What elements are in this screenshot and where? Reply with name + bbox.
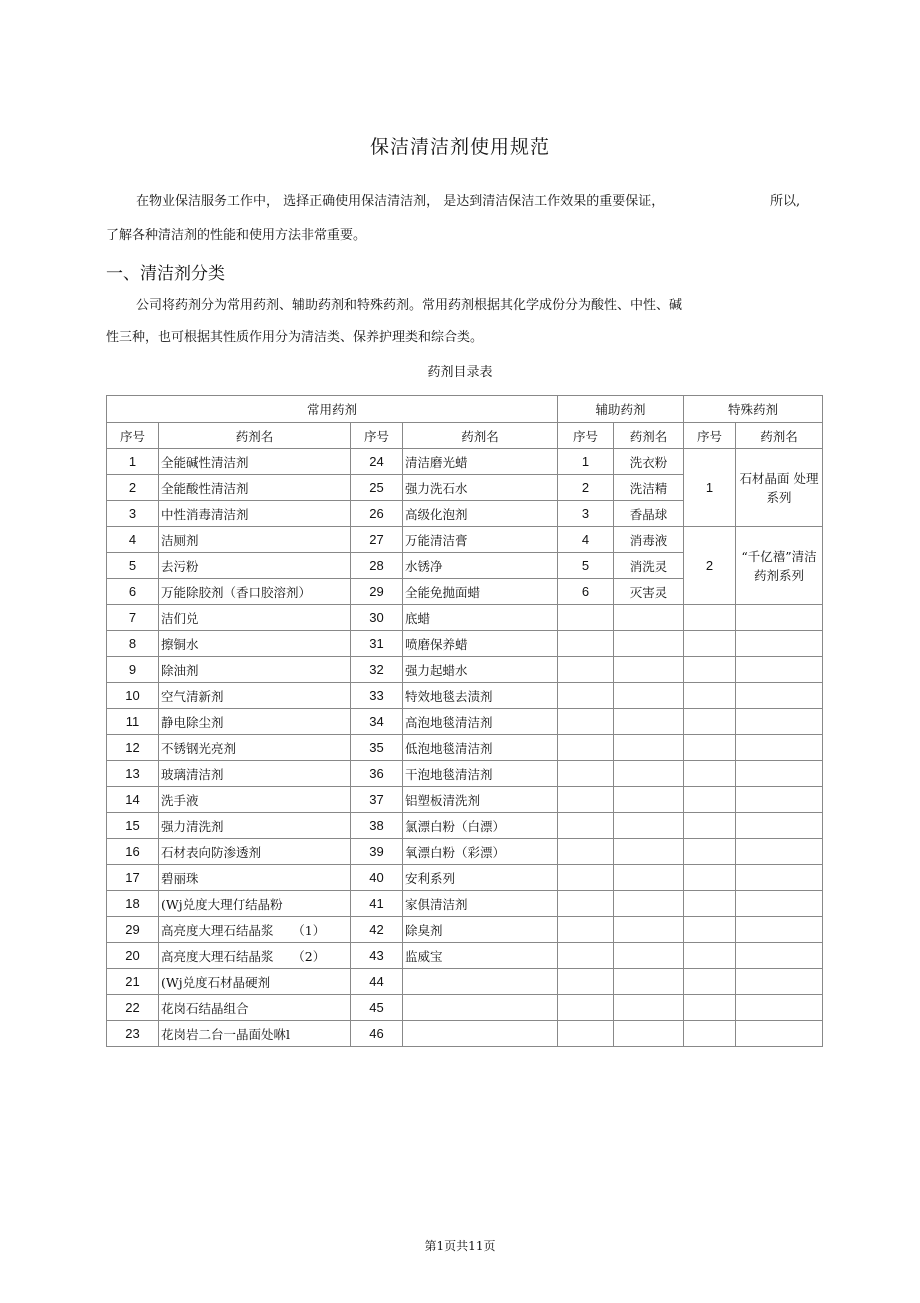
- intro-paragraph-line2: 了解各种清洁剂的性能和使用方法非常重要。: [106, 228, 367, 243]
- common-no-cell: 25: [351, 475, 403, 501]
- intro-paragraph-line1: 在物业保洁服务工作中， 选择正确使用保洁清洁剂， 是达到清洁保洁工作效果的重要保证，: [136, 194, 665, 209]
- common-no-cell: 33: [351, 683, 403, 709]
- table-row: [107, 917, 823, 943]
- aux-name-cell: [614, 657, 684, 683]
- category-paragraph-line1: 公司将药剂分为常用药剂、辅助药剂和特殊药剂。常用药剂根据其化学成份分为酸性、中性、碱: [136, 298, 683, 313]
- aux-no-cell: [558, 761, 614, 787]
- common-name-cell: 除油剂: [159, 657, 351, 683]
- common-no-cell: 40: [351, 865, 403, 891]
- special-name-cell: [736, 683, 823, 709]
- common-no-cell: 22: [107, 995, 159, 1021]
- common-name-cell: 强力洗石水: [403, 475, 558, 501]
- special-no-cell: [684, 943, 736, 969]
- aux-name-cell: [614, 1021, 684, 1047]
- common-no-cell: 1: [107, 449, 159, 475]
- aux-no-cell: [558, 891, 614, 917]
- aux-no-cell: [558, 709, 614, 735]
- special-name-cell: [736, 787, 823, 813]
- special-no-cell: [684, 735, 736, 761]
- aux-name-cell: 香晶球: [614, 501, 684, 527]
- special-no-cell: [684, 1021, 736, 1047]
- common-no-cell: 13: [107, 761, 159, 787]
- special-name-cell: [736, 943, 823, 969]
- common-no-cell: 20: [107, 943, 159, 969]
- common-name-cell: 清洁磨光蜡: [403, 449, 558, 475]
- aux-name-cell: [614, 787, 684, 813]
- table-row: [107, 631, 823, 657]
- aux-no-cell: [558, 787, 614, 813]
- common-no-cell: 31: [351, 631, 403, 657]
- aux-name-cell: 洗洁精: [614, 475, 684, 501]
- table-row: [107, 787, 823, 813]
- common-no-cell: 32: [351, 657, 403, 683]
- special-name-cell: [736, 839, 823, 865]
- special-no-cell: 1: [684, 449, 736, 527]
- common-name-cell: (Wj兑度石材晶硬剂: [159, 969, 351, 995]
- common-no-cell: 30: [351, 605, 403, 631]
- common-name-cell: [403, 995, 558, 1021]
- aux-name-cell: [614, 813, 684, 839]
- common-no-cell: 10: [107, 683, 159, 709]
- common-no-cell: 3: [107, 501, 159, 527]
- aux-name-cell: [614, 683, 684, 709]
- section-heading: 一、清洁剂分类: [106, 264, 225, 284]
- special-name-cell: [736, 969, 823, 995]
- common-name-cell: 水锈净: [403, 553, 558, 579]
- common-no-cell: 18: [107, 891, 159, 917]
- common-name-cell: 万能清洁膏: [403, 527, 558, 553]
- table-row: [107, 813, 823, 839]
- common-no-cell: 2: [107, 475, 159, 501]
- common-no-cell: 41: [351, 891, 403, 917]
- aux-name-cell: [614, 735, 684, 761]
- common-name-cell: 洁厕剂: [159, 527, 351, 553]
- common-no-cell: 21: [107, 969, 159, 995]
- special-no-cell: [684, 761, 736, 787]
- col-header-no: 序号: [107, 423, 159, 449]
- special-no-cell: [684, 631, 736, 657]
- special-no-cell: [684, 839, 736, 865]
- common-name-cell: 特效地毯去渍剂: [403, 683, 558, 709]
- special-name-cell: 石材晶面 处理系列: [736, 449, 823, 527]
- special-no-cell: [684, 787, 736, 813]
- table-row: [107, 449, 823, 475]
- common-no-cell: 11: [107, 709, 159, 735]
- aux-no-cell: [558, 605, 614, 631]
- common-name-cell: 全能免抛面蜡: [403, 579, 558, 605]
- special-name-cell: “千亿禧”清洁 药剂系列: [736, 527, 823, 605]
- common-no-cell: 42: [351, 917, 403, 943]
- common-no-cell: 5: [107, 553, 159, 579]
- table-row: [107, 683, 823, 709]
- aux-no-cell: [558, 917, 614, 943]
- special-no-cell: [684, 865, 736, 891]
- aux-name-cell: 消洗灵: [614, 553, 684, 579]
- table-caption: 药剂目录表: [427, 365, 493, 380]
- common-no-cell: 14: [107, 787, 159, 813]
- common-no-cell: 34: [351, 709, 403, 735]
- table-row: [107, 1021, 823, 1047]
- common-no-cell: 7: [107, 605, 159, 631]
- common-name-cell: 花岗石结晶组合: [159, 995, 351, 1021]
- common-name-cell: 底蜡: [403, 605, 558, 631]
- common-no-cell: 29: [351, 579, 403, 605]
- common-name-cell: 中性消毒清洁剂: [159, 501, 351, 527]
- common-name-cell: 氧漂白粉（彩漂）: [403, 839, 558, 865]
- table-row: [107, 735, 823, 761]
- aux-no-cell: 6: [558, 579, 614, 605]
- table-row: [107, 865, 823, 891]
- aux-no-cell: [558, 995, 614, 1021]
- col-header-no: 序号: [558, 423, 614, 449]
- special-name-cell: [736, 1021, 823, 1047]
- special-name-cell: [736, 813, 823, 839]
- common-name-cell: 静电除尘剂: [159, 709, 351, 735]
- common-name-cell: 强力清洗剂: [159, 813, 351, 839]
- aux-name-cell: 灭害灵: [614, 579, 684, 605]
- common-name-cell: [403, 969, 558, 995]
- common-name-cell: 高泡地毯清洁剂: [403, 709, 558, 735]
- common-name-cell: 除臭剂: [403, 917, 558, 943]
- table-row: [107, 969, 823, 995]
- intro-paragraph-line1-end: 所以,: [770, 194, 801, 209]
- page-title: 保洁清洁剂使用规范: [369, 136, 550, 158]
- common-no-cell: 17: [107, 865, 159, 891]
- common-no-cell: 24: [351, 449, 403, 475]
- special-name-cell: [736, 761, 823, 787]
- common-name-cell: 碧丽珠: [159, 865, 351, 891]
- special-name-cell: [736, 865, 823, 891]
- aux-no-cell: [558, 657, 614, 683]
- aux-no-cell: [558, 631, 614, 657]
- common-name-cell: 万能除胶剂（香口胶溶剂）: [159, 579, 351, 605]
- common-name-cell: 擦铜水: [159, 631, 351, 657]
- aux-name-cell: [614, 865, 684, 891]
- special-no-cell: [684, 813, 736, 839]
- col-header-no: 序号: [351, 423, 403, 449]
- aux-no-cell: [558, 683, 614, 709]
- common-no-cell: 8: [107, 631, 159, 657]
- aux-no-cell: 4: [558, 527, 614, 553]
- table-row: [107, 761, 823, 787]
- common-no-cell: 26: [351, 501, 403, 527]
- aux-no-cell: 3: [558, 501, 614, 527]
- common-name-cell: 高级化泡剂: [403, 501, 558, 527]
- common-no-cell: 6: [107, 579, 159, 605]
- common-name-cell: 氯漂白粉（白漂）: [403, 813, 558, 839]
- special-no-cell: [684, 605, 736, 631]
- common-no-cell: 4: [107, 527, 159, 553]
- aux-name-cell: [614, 995, 684, 1021]
- common-no-cell: 12: [107, 735, 159, 761]
- aux-name-cell: [614, 631, 684, 657]
- group-header-special: 特殊药剂: [684, 396, 823, 423]
- special-no-cell: [684, 657, 736, 683]
- special-no-cell: 2: [684, 527, 736, 605]
- col-header-name: 药剂名: [159, 423, 351, 449]
- aux-name-cell: [614, 969, 684, 995]
- common-no-cell: 37: [351, 787, 403, 813]
- common-no-cell: 29: [107, 917, 159, 943]
- special-no-cell: [684, 917, 736, 943]
- aux-name-cell: [614, 605, 684, 631]
- special-no-cell: [684, 969, 736, 995]
- common-no-cell: 43: [351, 943, 403, 969]
- aux-no-cell: [558, 943, 614, 969]
- common-name-cell: 喷磨保养蜡: [403, 631, 558, 657]
- category-paragraph-line2: 性三种，也可根据其性质作用分为清洁类、保养护理类和综合类。: [106, 330, 484, 345]
- common-name-cell: 高亮度大理石结晶浆 （2）: [159, 943, 351, 969]
- special-name-cell: [736, 657, 823, 683]
- common-name-cell: 洁们兑: [159, 605, 351, 631]
- table-row: [107, 657, 823, 683]
- aux-no-cell: [558, 839, 614, 865]
- common-no-cell: 45: [351, 995, 403, 1021]
- special-no-cell: [684, 709, 736, 735]
- aux-name-cell: 洗衣粉: [614, 449, 684, 475]
- common-no-cell: 28: [351, 553, 403, 579]
- aux-name-cell: [614, 917, 684, 943]
- common-name-cell: 监威宝: [403, 943, 558, 969]
- common-no-cell: 16: [107, 839, 159, 865]
- common-name-cell: 玻璃清洁剂: [159, 761, 351, 787]
- common-no-cell: 46: [351, 1021, 403, 1047]
- aux-name-cell: 消毒液: [614, 527, 684, 553]
- common-no-cell: 23: [107, 1021, 159, 1047]
- common-name-cell: 干泡地毯清洁剂: [403, 761, 558, 787]
- common-no-cell: 27: [351, 527, 403, 553]
- aux-name-cell: [614, 839, 684, 865]
- common-no-cell: 39: [351, 839, 403, 865]
- common-name-cell: 石材表向防渗透剂: [159, 839, 351, 865]
- table-row: [107, 605, 823, 631]
- table-row: [107, 839, 823, 865]
- col-header-name: 药剂名: [736, 423, 823, 449]
- common-name-cell: 洗手液: [159, 787, 351, 813]
- page-footer: 第1页共11页: [424, 1239, 496, 1253]
- table-row: [107, 527, 823, 553]
- common-name-cell: 不锈钢光亮剂: [159, 735, 351, 761]
- aux-name-cell: [614, 761, 684, 787]
- common-no-cell: 44: [351, 969, 403, 995]
- common-name-cell: 家俱清洁剂: [403, 891, 558, 917]
- special-name-cell: [736, 995, 823, 1021]
- aux-no-cell: 5: [558, 553, 614, 579]
- common-name-cell: 花岗岩二台一晶面处咻l: [159, 1021, 351, 1047]
- common-name-cell: (Wj兑度大理仃结晶粉: [159, 891, 351, 917]
- aux-name-cell: [614, 709, 684, 735]
- common-name-cell: 低泡地毯清洁剂: [403, 735, 558, 761]
- aux-name-cell: [614, 943, 684, 969]
- special-no-cell: [684, 995, 736, 1021]
- special-name-cell: [736, 891, 823, 917]
- common-no-cell: 15: [107, 813, 159, 839]
- table-row: [107, 943, 823, 969]
- group-header-common: 常用药剂: [107, 396, 558, 423]
- table-row: [107, 995, 823, 1021]
- common-name-cell: [403, 1021, 558, 1047]
- aux-no-cell: [558, 969, 614, 995]
- special-name-cell: [736, 735, 823, 761]
- common-name-cell: 全能酸性清洁剂: [159, 475, 351, 501]
- col-header-name: 药剂名: [614, 423, 684, 449]
- common-name-cell: 强力起蜡水: [403, 657, 558, 683]
- common-no-cell: 36: [351, 761, 403, 787]
- common-name-cell: 空气清新剂: [159, 683, 351, 709]
- special-no-cell: [684, 891, 736, 917]
- common-name-cell: 安利系列: [403, 865, 558, 891]
- col-header-name: 药剂名: [403, 423, 558, 449]
- group-header-aux: 辅助药剂: [558, 396, 684, 423]
- col-header-no: 序号: [684, 423, 736, 449]
- special-name-cell: [736, 917, 823, 943]
- aux-no-cell: 1: [558, 449, 614, 475]
- aux-no-cell: [558, 735, 614, 761]
- special-name-cell: [736, 709, 823, 735]
- aux-name-cell: [614, 891, 684, 917]
- common-name-cell: 高亮度大理石结晶浆 （1）: [159, 917, 351, 943]
- table-row: [107, 709, 823, 735]
- table-row: [107, 891, 823, 917]
- chemical-catalog-table: [106, 395, 823, 1047]
- special-name-cell: [736, 631, 823, 657]
- common-no-cell: 35: [351, 735, 403, 761]
- common-name-cell: 去污粉: [159, 553, 351, 579]
- special-no-cell: [684, 683, 736, 709]
- aux-no-cell: [558, 1021, 614, 1047]
- common-no-cell: 9: [107, 657, 159, 683]
- common-name-cell: 全能碱性清洁剂: [159, 449, 351, 475]
- aux-no-cell: 2: [558, 475, 614, 501]
- common-no-cell: 38: [351, 813, 403, 839]
- aux-no-cell: [558, 865, 614, 891]
- aux-no-cell: [558, 813, 614, 839]
- common-name-cell: 铝塑板清洗剂: [403, 787, 558, 813]
- special-name-cell: [736, 605, 823, 631]
